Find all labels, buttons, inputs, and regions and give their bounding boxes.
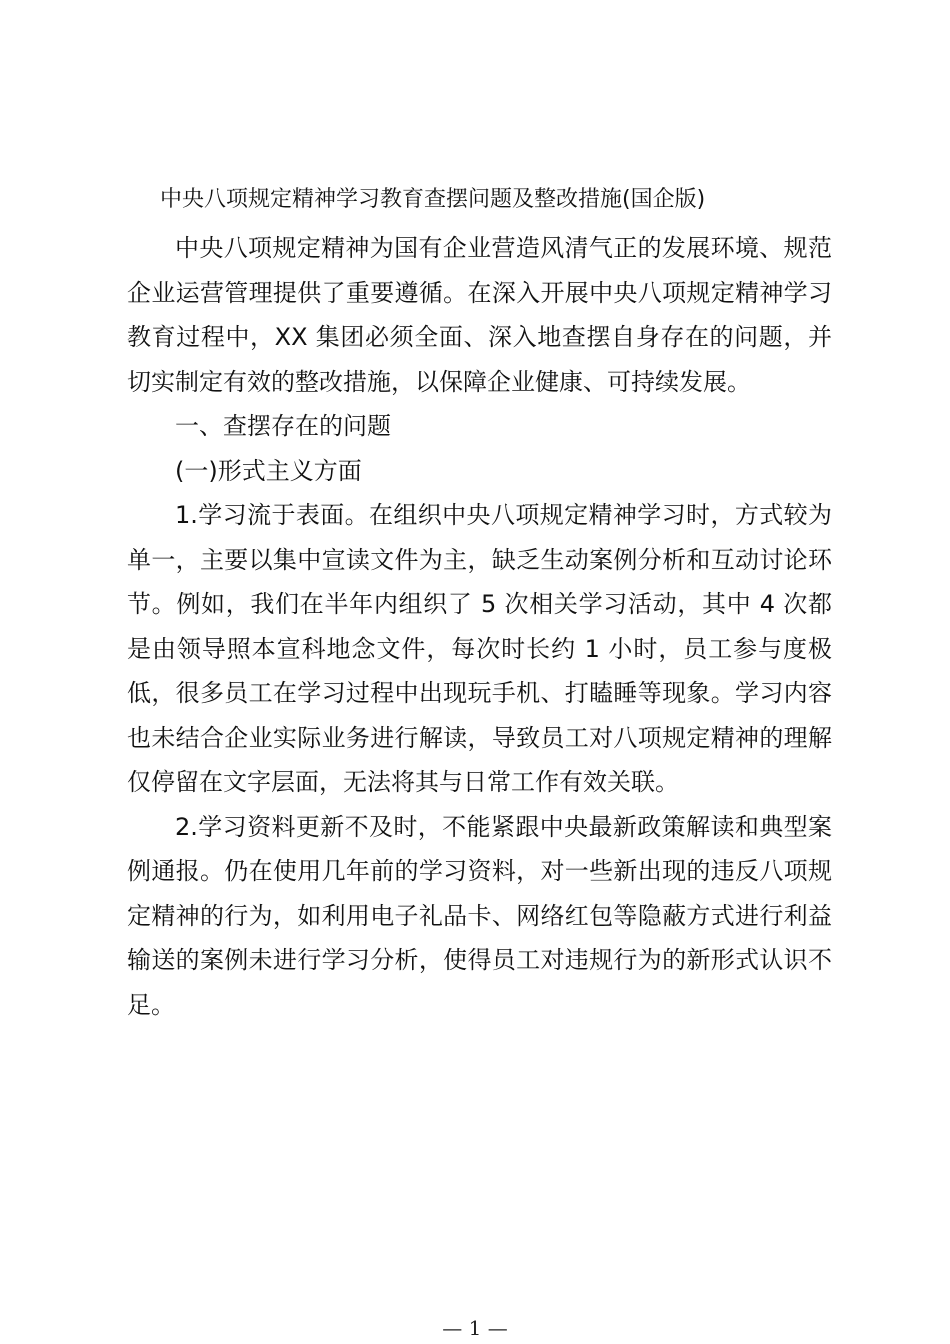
issue-paragraph-1: 1.学习流于表面。在组织中央八项规定精神学习时，方式较为单一，主要以集中宣读文件为主，缺乏生动案例分析和互动讨论环节。例如，我们在半年内组织了 5 次相关学习活动，其中 4 次都是由领导照本宣科地念文件，每次时长约 1 小时，员工参与度极低，很多员工在学习过程中出现玩手机、打瞌睡等现象。学习内容也未结合企业实际业务进行解读，导致员工对八项规定精神的理解仅停留在文字层面，无法将其与日常工作有效关联。 — [127, 501, 832, 796]
document-title: 中央八项规定精神学习教育查摆问题及整改措施(国企版) — [160, 187, 706, 212]
page-number: — 1 — — [442, 1316, 508, 1340]
intro-paragraph: 中央八项规定精神为国有企业营造风清气正的发展环境、规范企业运营管理提供了重要遵循。在深入开展中央八项规定精神学习教育过程中，XX 集团必须全面、深入地查摆自身存在的问题，并切实制定有效的整改措施，以保障企业健康、可持续发展。 — [127, 234, 832, 396]
issue-paragraph-2: 2.学习资料更新不及时，不能紧跟中央最新政策解读和典型案例通报。仍在使用几年前的学习资料，对一些新出现的违反八项规定精神的行为，如利用电子礼品卡、网络红包等隐蔽方式进行利益输送的案例未进行学习分析，使得员工对违规行为的新形式认识不足。 — [127, 812, 832, 1019]
subsection-heading: (一)形式主义方面 — [175, 456, 362, 485]
document-body — [127, 226, 832, 1027]
section-heading: 一、查摆存在的问题 — [175, 412, 391, 440]
